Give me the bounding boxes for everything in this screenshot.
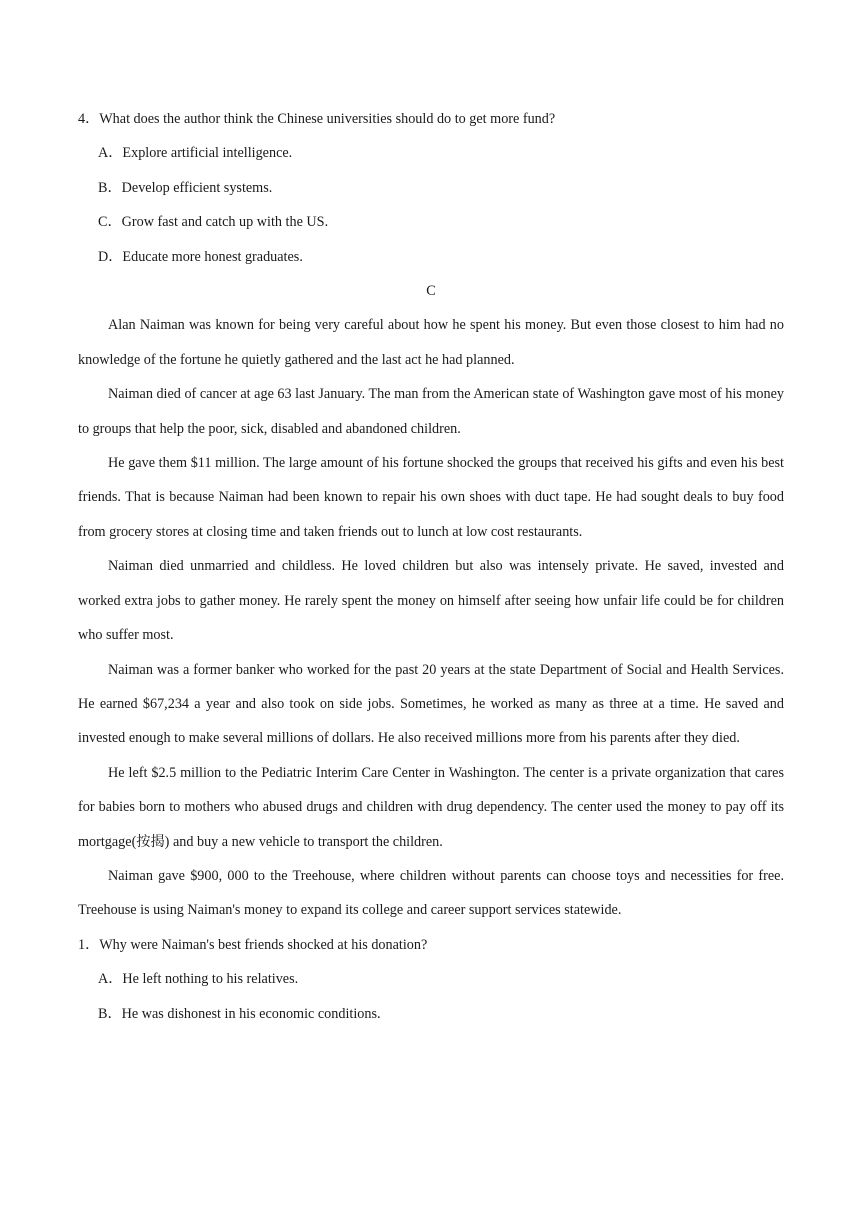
passage-paragraph-5: Naiman was a former banker who worked for the past 20 years at the state Department of Social and Health Services. He earned $67,234 a year and also took on side jobs. Sometimes, he worked as many as three at a time. He saved and invested enough to make several millions of dollars. He also received millions more from his parents after they died.: [78, 661, 784, 747]
passage-paragraph-4: Naiman died unmarried and childless. He loved children but also was intensely private. He saved, invested and worked extra jobs to gather money. He rarely spent the money on himself after seeing how unfair life could be for children who suffer most.: [78, 558, 784, 644]
passage-paragraph-2: Naiman died of cancer at age 63 last January. The man from the American state of Washington gave most of his money to groups that help the poor, sick, disabled and abandoned children.: [78, 386, 784, 437]
question-4-option-a: A．Explore artificial intelligence.: [98, 145, 293, 162]
document-page: [78, 102, 784, 1031]
question-1-option-b: B．He was dishonest in his economic conditions.: [98, 1005, 381, 1022]
question-1-option-a: A．He left nothing to his relatives.: [98, 971, 299, 988]
section-label: C: [426, 283, 436, 300]
question-4-option-d: D．Educate more honest graduates.: [98, 248, 303, 265]
question-4-option-c: C．Grow fast and catch up with the US.: [98, 214, 329, 231]
passage-paragraph-3: He gave them $11 million. The large amount of his fortune shocked the groups that received his gifts and even his best friends. That is because Naiman had been known to repair his own shoes with duct tape. He had sought deals to buy food from grocery stores at closing time and taken friends out to lunch at low cost restaurants.: [78, 455, 784, 540]
passage-paragraph-1: Alan Naiman was known for being very careful about how he spent his money. But even those closest to him had no knowledge of the fortune he quietly gathered and the last act he had planned.: [78, 317, 784, 368]
question-4-option-b: B．Develop efficient systems.: [98, 179, 273, 196]
passage-paragraph-7: Naiman gave $900, 000 to the Treehouse, where children without parents can choose toys and necessities for free. Treehouse is using Naiman's money to expand its college and career support services statewide.: [78, 867, 784, 919]
passage-paragraph-6: He left $2.5 million to the Pediatric Interim Care Center in Washington. The center is a private organization that cares for babies born to mothers who abused drugs and children with drug dependency. The center used the money to pay off its mortgage(按揭) and buy a new vehicle to transport the children.: [78, 764, 784, 850]
question-1-stem: 1．Why were Naiman's best friends shocked at his donation?: [78, 936, 428, 953]
question-4-stem: 4．What does the author think the Chinese universities should do to get more fund?: [78, 111, 556, 127]
